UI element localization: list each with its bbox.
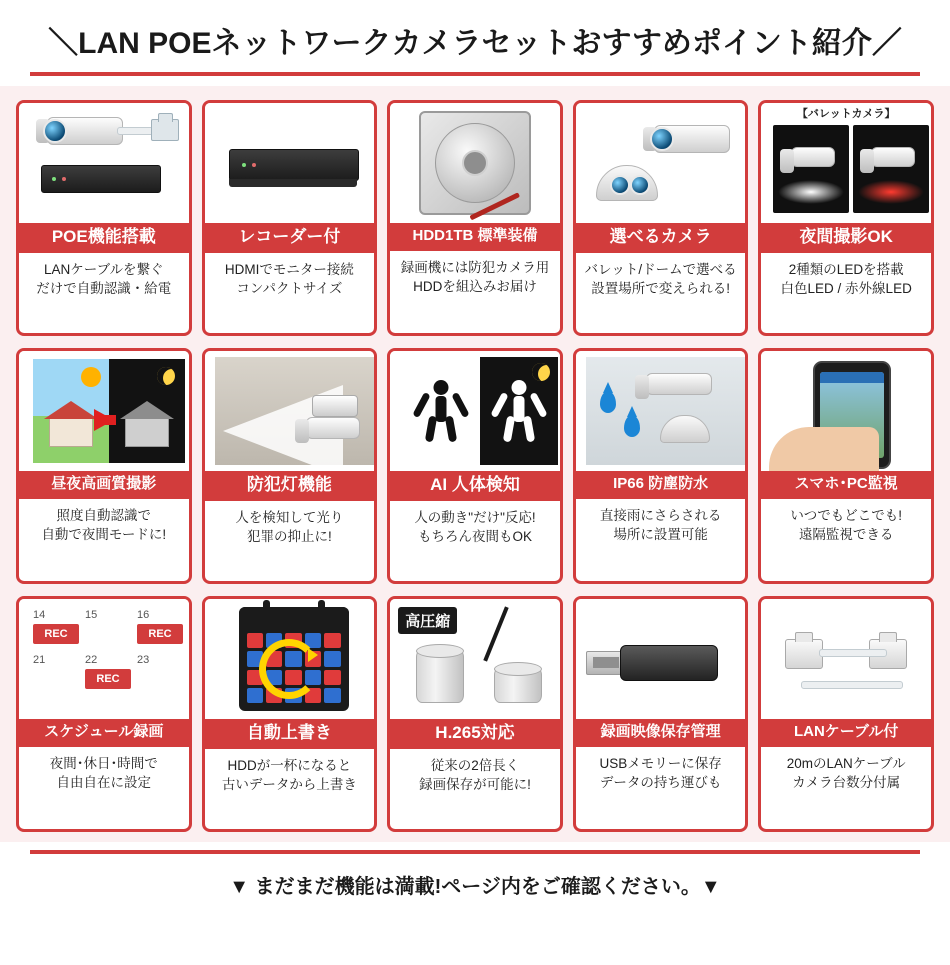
feature-card-hdd [387, 100, 563, 336]
card-desc [390, 251, 560, 334]
card-desc [205, 749, 375, 829]
card-title: 選べるカメラ [576, 223, 746, 253]
desc-line: もちろん夜間もOK [417, 529, 532, 545]
card-desc [19, 747, 189, 830]
desc-line: 場所に設置可能 [613, 527, 708, 543]
desc-line: 古いデータから上書き [221, 777, 357, 793]
card-title: IP66 防塵防水 [576, 471, 746, 499]
night-vision-icon [761, 103, 931, 223]
card-title: レコーダー付 [205, 223, 375, 253]
page-footer [0, 850, 950, 909]
desc-line: だけで自動認識・給電 [36, 281, 172, 297]
calendar-cycle-icon [205, 599, 375, 719]
card-title: 夜間撮影OK [761, 223, 931, 253]
desc-line: 人の動き"だけ"反応! [414, 509, 536, 525]
feature-card-ai-detect [387, 348, 563, 584]
card-desc [576, 253, 746, 333]
human-figure-icon [390, 351, 560, 471]
card-desc [19, 499, 189, 582]
desc-line: 自動で夜間モードに! [41, 527, 167, 543]
card-desc [761, 747, 931, 830]
desc-line: いつでもどこでも! [790, 507, 903, 523]
card-desc [19, 253, 189, 333]
card-desc [205, 253, 375, 333]
card-title: 自動上書き [205, 719, 375, 749]
desc-line: 録画保存が可能に! [419, 777, 531, 793]
feature-card-remote-view [758, 348, 934, 584]
desc-line: 20mのLANケーブル [786, 755, 906, 771]
feature-card-lan-cable [758, 596, 934, 832]
flood-light-camera-icon [205, 351, 375, 471]
feature-card-ip66 [573, 348, 749, 584]
feature-card-night-shoot [758, 100, 934, 336]
card-caption: 【バレットカメラ】 [796, 108, 896, 120]
desc-line: 白色LED / 赤外線LED [780, 281, 912, 297]
calendar-rec-icon: 14 15 16 REC REC 21 22 23 REC [19, 599, 189, 719]
card-desc [390, 501, 560, 581]
feature-card-auto-overwrite [202, 596, 378, 832]
card-title: H.265対応 [390, 719, 560, 749]
desc-line: 設置場所で変えられる! [591, 281, 730, 297]
card-desc [576, 499, 746, 582]
card-title: 録画映像保存管理 [576, 719, 746, 747]
card-desc [761, 499, 931, 582]
card-desc [205, 501, 375, 581]
recorder-icon [205, 103, 375, 223]
desc-line: カメラ台数分付属 [792, 775, 901, 791]
water-drop-camera-icon [576, 351, 746, 471]
desc-line: 従来の2倍長く [430, 757, 520, 773]
feature-card-security-light [202, 348, 378, 584]
bullet-dome-camera-icon [576, 103, 746, 223]
card-title: AI 人体検知 [390, 471, 560, 501]
page-title: ＼LAN POEネットワークカメラセットおすすめポイント紹介／ [48, 27, 902, 60]
footer-note: ▼ まだまだ機能は満載!ページ内をご確認ください。▼ [229, 876, 721, 898]
card-title: LANケーブル付 [761, 719, 931, 747]
desc-line: LANケーブルを繋ぐ [44, 261, 164, 277]
feature-card-poe [16, 100, 192, 336]
feature-card-day-night [16, 348, 192, 584]
desc-line: HDDを組込みお届け [413, 279, 537, 295]
day-night-house-icon [19, 351, 189, 471]
features-panel [0, 86, 950, 842]
page-header [0, 0, 950, 86]
desc-line: 遠隔監視できる [798, 527, 894, 543]
desc-line: 直接雨にさらされる [599, 507, 722, 523]
desc-line: 2種類のLEDを搭載 [788, 261, 904, 277]
desc-line: 自由自在に設定 [56, 775, 152, 791]
feature-card-schedule-rec [16, 596, 192, 832]
desc-line: HDDが一杯になると [227, 757, 352, 773]
feature-card-h265 [387, 596, 563, 832]
compression-badge: 高圧縮 [398, 607, 457, 634]
feature-card-usb-save [573, 596, 749, 832]
feature-card-camera-choice [573, 100, 749, 336]
card-desc [761, 253, 931, 333]
compression-icon [390, 599, 560, 719]
desc-line: 録画機には防犯カメラ用 [400, 259, 550, 275]
features-grid [16, 100, 934, 832]
card-title: スマホ･PC監視 [761, 471, 931, 499]
poe-camera-recorder-icon [19, 103, 189, 223]
card-desc [576, 747, 746, 830]
feature-card-recorder [202, 100, 378, 336]
hard-disk-icon [390, 103, 560, 223]
desc-line: 犯罪の抑止に! [247, 529, 332, 545]
desc-line: コンパクトサイズ [236, 281, 343, 297]
card-title: 昼夜高画質撮影 [19, 471, 189, 499]
card-title: 防犯灯機能 [205, 471, 375, 501]
desc-line: USBメモリーに保存 [599, 755, 722, 771]
card-title: POE機能搭載 [19, 223, 189, 253]
desc-line: データの持ち運びも [599, 775, 722, 791]
smartphone-icon [761, 351, 931, 471]
card-desc [390, 749, 560, 829]
desc-line: バレット/ドームで選べる [584, 261, 737, 277]
desc-line: 照度自動認識で [56, 507, 152, 523]
lan-cable-icon [761, 599, 931, 719]
desc-line: 夜間･休日･時間で [49, 755, 158, 771]
card-title: HDD1TB 標準装備 [390, 223, 560, 251]
desc-line: 人を検知して光り [235, 509, 344, 525]
usb-stick-icon [576, 599, 746, 719]
desc-line: HDMIでモニター接続 [224, 261, 354, 277]
header-divider [30, 72, 920, 76]
card-title: スケジュール録画 [19, 719, 189, 747]
